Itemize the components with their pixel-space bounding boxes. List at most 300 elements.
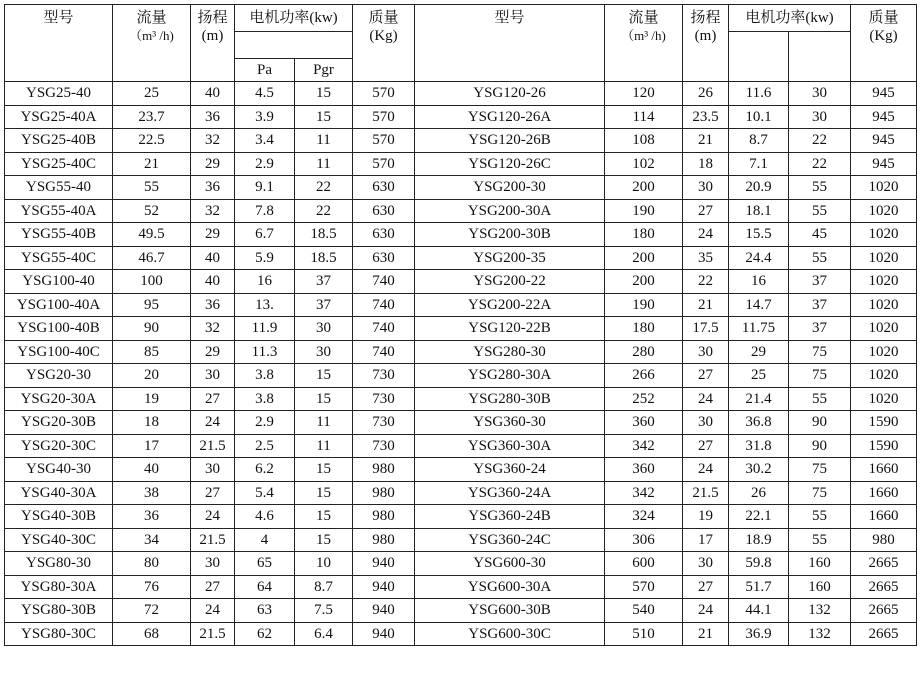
right-model-cell: YSG120-26C: [415, 152, 605, 176]
header-flow-unit: （m³ /h): [621, 28, 666, 43]
table-row: [5, 552, 917, 576]
left-pgr-cell: 15: [295, 82, 353, 106]
left-flow-cell: 20: [113, 364, 191, 388]
left-pa-cell: 2.9: [235, 152, 295, 176]
left-head-cell: 24: [191, 505, 235, 529]
left-pa-cell: 6.7: [235, 223, 295, 247]
left-mass-cell: 740: [353, 317, 415, 341]
left-flow-cell: 100: [113, 270, 191, 294]
left-model-cell: YSG25-40C: [5, 152, 113, 176]
right-head-cell: 30: [683, 340, 729, 364]
right-pa-cell: 18.9: [729, 528, 789, 552]
left-mass-cell: 630: [353, 176, 415, 200]
left-flow-cell: 90: [113, 317, 191, 341]
left-head-cell: 29: [191, 223, 235, 247]
left-pa-cell: 11.3: [235, 340, 295, 364]
right-model-cell: YSG360-30A: [415, 434, 605, 458]
right-flow-cell: 510: [605, 622, 683, 646]
right-pgr-cell: 132: [789, 599, 851, 623]
right-pgr-cell: 75: [789, 364, 851, 388]
header-flow-right: [605, 5, 683, 82]
right-flow-cell: 266: [605, 364, 683, 388]
left-pa-cell: 3.8: [235, 387, 295, 411]
table-row: [5, 505, 917, 529]
table-row: [5, 575, 917, 599]
right-head-cell: 24: [683, 387, 729, 411]
right-pa-cell: 51.7: [729, 575, 789, 599]
header-mass-unit: (Kg): [869, 28, 898, 44]
left-model-cell: YSG55-40: [5, 176, 113, 200]
right-pgr-cell: 37: [789, 317, 851, 341]
right-model-cell: YSG600-30: [415, 552, 605, 576]
right-mass-cell: 945: [851, 82, 917, 106]
left-flow-cell: 34: [113, 528, 191, 552]
right-flow-cell: 120: [605, 82, 683, 106]
right-flow-cell: 342: [605, 434, 683, 458]
left-mass-cell: 940: [353, 552, 415, 576]
left-model-cell: YSG40-30A: [5, 481, 113, 505]
header-head-unit: (m): [694, 28, 717, 44]
right-pgr-cell: 75: [789, 340, 851, 364]
header-power-left: 电机功率(kw): [235, 5, 353, 32]
right-head-cell: 21: [683, 129, 729, 153]
table-row: [5, 387, 917, 411]
left-pgr-cell: 37: [295, 293, 353, 317]
left-head-cell: 21.5: [191, 528, 235, 552]
left-mass-cell: 570: [353, 82, 415, 106]
right-pa-cell: 20.9: [729, 176, 789, 200]
left-head-cell: 24: [191, 411, 235, 435]
left-flow-cell: 38: [113, 481, 191, 505]
right-head-cell: 27: [683, 364, 729, 388]
left-pgr-cell: 18.5: [295, 223, 353, 247]
right-pa-cell: 44.1: [729, 599, 789, 623]
left-pgr-cell: 22: [295, 176, 353, 200]
left-model-cell: YSG20-30: [5, 364, 113, 388]
header-mass-label: 质量: [868, 10, 899, 26]
right-model-cell: YSG200-30A: [415, 199, 605, 223]
right-pa-cell: 11.75: [729, 317, 789, 341]
left-flow-cell: 18: [113, 411, 191, 435]
right-pgr-cell: 55: [789, 528, 851, 552]
left-flow-cell: 23.7: [113, 105, 191, 129]
table-row: [5, 105, 917, 129]
left-model-cell: YSG100-40: [5, 270, 113, 294]
left-mass-cell: 940: [353, 622, 415, 646]
table-row: [5, 246, 917, 270]
right-mass-cell: 945: [851, 152, 917, 176]
right-pa-cell: 16: [729, 270, 789, 294]
left-model-cell: YSG20-30A: [5, 387, 113, 411]
right-flow-cell: 324: [605, 505, 683, 529]
left-pa-cell: 3.8: [235, 364, 295, 388]
right-head-cell: 22: [683, 270, 729, 294]
right-pa-cell: 31.8: [729, 434, 789, 458]
right-mass-cell: 1020: [851, 317, 917, 341]
left-pgr-cell: 30: [295, 317, 353, 341]
right-pgr-cell: 160: [789, 575, 851, 599]
right-pgr-cell: 45: [789, 223, 851, 247]
left-mass-cell: 730: [353, 411, 415, 435]
right-flow-cell: 252: [605, 387, 683, 411]
left-mass-cell: 630: [353, 199, 415, 223]
header-pgr: Pgr: [295, 59, 353, 82]
left-flow-cell: 72: [113, 599, 191, 623]
right-mass-cell: 2665: [851, 599, 917, 623]
left-pgr-cell: 15: [295, 105, 353, 129]
right-mass-cell: 1590: [851, 411, 917, 435]
header-head-left: [191, 5, 235, 82]
left-model-cell: YSG80-30C: [5, 622, 113, 646]
table-row: [5, 599, 917, 623]
right-head-cell: 27: [683, 199, 729, 223]
right-pa-cell: 21.4: [729, 387, 789, 411]
left-mass-cell: 570: [353, 129, 415, 153]
right-model-cell: YSG360-24: [415, 458, 605, 482]
right-model-cell: YSG600-30A: [415, 575, 605, 599]
left-head-cell: 36: [191, 293, 235, 317]
left-pa-cell: 3.4: [235, 129, 295, 153]
left-pa-cell: 6.2: [235, 458, 295, 482]
left-mass-cell: 740: [353, 270, 415, 294]
right-mass-cell: 1590: [851, 434, 917, 458]
left-pa-cell: 13.: [235, 293, 295, 317]
right-pgr-cell: 55: [789, 505, 851, 529]
left-mass-cell: 730: [353, 364, 415, 388]
right-flow-cell: 190: [605, 199, 683, 223]
header-mass-left: [353, 5, 415, 82]
header-head-label: 扬程: [197, 10, 228, 26]
right-model-cell: YSG360-24C: [415, 528, 605, 552]
table-row: [5, 270, 917, 294]
table-row: [5, 152, 917, 176]
right-flow-cell: 280: [605, 340, 683, 364]
table-row: [5, 199, 917, 223]
left-mass-cell: 940: [353, 599, 415, 623]
right-mass-cell: 980: [851, 528, 917, 552]
right-mass-cell: 1660: [851, 458, 917, 482]
right-mass-cell: 1020: [851, 246, 917, 270]
left-head-cell: 29: [191, 152, 235, 176]
right-pgr-cell: 90: [789, 411, 851, 435]
header-flow-label: 流量: [136, 10, 167, 26]
left-head-cell: 30: [191, 552, 235, 576]
left-pa-cell: 2.5: [235, 434, 295, 458]
header-flow-left: [113, 5, 191, 82]
right-mass-cell: 1020: [851, 387, 917, 411]
right-mass-cell: 1660: [851, 505, 917, 529]
right-head-cell: 27: [683, 575, 729, 599]
right-pa-cell: 18.1: [729, 199, 789, 223]
header-flow-unit: （m³ /h): [129, 28, 174, 43]
left-model-cell: YSG25-40B: [5, 129, 113, 153]
left-model-cell: YSG40-30C: [5, 528, 113, 552]
left-model-cell: YSG100-40C: [5, 340, 113, 364]
header-model-right: 型号: [415, 5, 605, 82]
left-head-cell: 32: [191, 317, 235, 341]
left-flow-cell: 49.5: [113, 223, 191, 247]
left-model-cell: YSG40-30B: [5, 505, 113, 529]
right-flow-cell: 180: [605, 223, 683, 247]
left-flow-cell: 76: [113, 575, 191, 599]
left-head-cell: 36: [191, 105, 235, 129]
right-pgr-cell: 55: [789, 199, 851, 223]
left-model-cell: YSG25-40: [5, 82, 113, 106]
left-pgr-cell: 15: [295, 387, 353, 411]
right-head-cell: 35: [683, 246, 729, 270]
right-flow-cell: 200: [605, 176, 683, 200]
left-pgr-cell: 11: [295, 129, 353, 153]
left-head-cell: 36: [191, 176, 235, 200]
left-mass-cell: 740: [353, 340, 415, 364]
table-row: [5, 82, 917, 106]
table-row: [5, 622, 917, 646]
left-flow-cell: 95: [113, 293, 191, 317]
right-mass-cell: 945: [851, 129, 917, 153]
left-head-cell: 40: [191, 82, 235, 106]
right-flow-cell: 108: [605, 129, 683, 153]
right-flow-cell: 360: [605, 411, 683, 435]
right-mass-cell: 1020: [851, 270, 917, 294]
header-mass-label: 质量: [368, 10, 399, 26]
right-head-cell: 24: [683, 458, 729, 482]
right-model-cell: YSG360-30: [415, 411, 605, 435]
right-pgr-cell: 90: [789, 434, 851, 458]
left-pa-cell: 63: [235, 599, 295, 623]
left-flow-cell: 36: [113, 505, 191, 529]
left-flow-cell: 46.7: [113, 246, 191, 270]
right-head-cell: 30: [683, 411, 729, 435]
right-pa-cell: 24.4: [729, 246, 789, 270]
right-model-cell: YSG200-30B: [415, 223, 605, 247]
right-model-cell: YSG120-22B: [415, 317, 605, 341]
left-pa-cell: 11.9: [235, 317, 295, 341]
left-pgr-cell: 37: [295, 270, 353, 294]
right-model-cell: YSG200-22: [415, 270, 605, 294]
left-head-cell: 29: [191, 340, 235, 364]
left-head-cell: 30: [191, 364, 235, 388]
left-mass-cell: 980: [353, 505, 415, 529]
table-row: [5, 129, 917, 153]
right-flow-cell: 540: [605, 599, 683, 623]
left-head-cell: 32: [191, 199, 235, 223]
left-pa-cell: 62: [235, 622, 295, 646]
right-model-cell: YSG360-24A: [415, 481, 605, 505]
left-mass-cell: 630: [353, 223, 415, 247]
right-model-cell: YSG360-24B: [415, 505, 605, 529]
table-row: [5, 481, 917, 505]
right-model-cell: YSG120-26B: [415, 129, 605, 153]
right-pgr-cell: 55: [789, 246, 851, 270]
left-pa-cell: 2.9: [235, 411, 295, 435]
left-flow-cell: 80: [113, 552, 191, 576]
right-pgr-cell: 75: [789, 458, 851, 482]
right-pa-cell: 30.2: [729, 458, 789, 482]
right-pa-cell: 22.1: [729, 505, 789, 529]
left-pa-cell: 5.9: [235, 246, 295, 270]
right-head-cell: 26: [683, 82, 729, 106]
right-mass-cell: 1020: [851, 364, 917, 388]
table-row: [5, 411, 917, 435]
left-flow-cell: 22.5: [113, 129, 191, 153]
right-model-cell: YSG200-22A: [415, 293, 605, 317]
right-flow-cell: 306: [605, 528, 683, 552]
left-pa-cell: 64: [235, 575, 295, 599]
left-flow-cell: 19: [113, 387, 191, 411]
right-pa-cell: 8.7: [729, 129, 789, 153]
left-head-cell: 27: [191, 575, 235, 599]
left-flow-cell: 68: [113, 622, 191, 646]
left-pgr-cell: 22: [295, 199, 353, 223]
right-flow-cell: 102: [605, 152, 683, 176]
left-model-cell: YSG80-30: [5, 552, 113, 576]
right-head-cell: 19: [683, 505, 729, 529]
left-mass-cell: 730: [353, 387, 415, 411]
left-pa-cell: 5.4: [235, 481, 295, 505]
right-head-cell: 21.5: [683, 481, 729, 505]
left-pgr-cell: 15: [295, 505, 353, 529]
header-mass-unit: (Kg): [369, 28, 398, 44]
right-pgr-cell: 55: [789, 387, 851, 411]
right-pgr-cell: 30: [789, 105, 851, 129]
right-head-cell: 30: [683, 552, 729, 576]
right-pgr-cell: 132: [789, 622, 851, 646]
left-head-cell: 27: [191, 481, 235, 505]
left-mass-cell: 980: [353, 481, 415, 505]
table-row: [5, 364, 917, 388]
right-pgr-cell: 22: [789, 152, 851, 176]
right-flow-cell: 360: [605, 458, 683, 482]
right-mass-cell: 1020: [851, 176, 917, 200]
left-pgr-cell: 8.7: [295, 575, 353, 599]
left-model-cell: YSG20-30C: [5, 434, 113, 458]
right-pa-cell: 29: [729, 340, 789, 364]
right-pgr-cell: 55: [789, 176, 851, 200]
left-mass-cell: 980: [353, 458, 415, 482]
right-model-cell: YSG280-30B: [415, 387, 605, 411]
left-head-cell: 40: [191, 270, 235, 294]
right-pgr-cell: 75: [789, 481, 851, 505]
right-mass-cell: 945: [851, 105, 917, 129]
left-flow-cell: 40: [113, 458, 191, 482]
left-flow-cell: 25: [113, 82, 191, 106]
left-pa-cell: 7.8: [235, 199, 295, 223]
table-row: [5, 176, 917, 200]
header-power-spacer-right-b: [789, 32, 851, 82]
left-mass-cell: 940: [353, 575, 415, 599]
right-model-cell: YSG200-30: [415, 176, 605, 200]
right-mass-cell: 1020: [851, 223, 917, 247]
table-body: [5, 82, 917, 646]
left-pgr-cell: 11: [295, 411, 353, 435]
left-pgr-cell: 15: [295, 458, 353, 482]
header-power-spacer-left: [235, 32, 353, 59]
right-pa-cell: 11.6: [729, 82, 789, 106]
left-model-cell: YSG100-40B: [5, 317, 113, 341]
left-flow-cell: 21: [113, 152, 191, 176]
right-head-cell: 17: [683, 528, 729, 552]
left-pgr-cell: 11: [295, 434, 353, 458]
left-mass-cell: 740: [353, 293, 415, 317]
right-pgr-cell: 37: [789, 270, 851, 294]
right-head-cell: 24: [683, 223, 729, 247]
left-pgr-cell: 6.4: [295, 622, 353, 646]
right-pa-cell: 26: [729, 481, 789, 505]
left-model-cell: YSG80-30B: [5, 599, 113, 623]
left-head-cell: 21.5: [191, 622, 235, 646]
right-mass-cell: 2665: [851, 552, 917, 576]
right-mass-cell: 2665: [851, 575, 917, 599]
header-head-right: [683, 5, 729, 82]
right-pgr-cell: 160: [789, 552, 851, 576]
left-flow-cell: 17: [113, 434, 191, 458]
left-head-cell: 30: [191, 458, 235, 482]
left-flow-cell: 85: [113, 340, 191, 364]
left-pgr-cell: 15: [295, 528, 353, 552]
right-pa-cell: 14.7: [729, 293, 789, 317]
left-pgr-cell: 30: [295, 340, 353, 364]
right-pa-cell: 36.8: [729, 411, 789, 435]
table-row: [5, 434, 917, 458]
right-head-cell: 23.5: [683, 105, 729, 129]
left-pa-cell: 9.1: [235, 176, 295, 200]
right-model-cell: YSG600-30B: [415, 599, 605, 623]
header-model-left: 型号: [5, 5, 113, 82]
table-row: [5, 528, 917, 552]
left-mass-cell: 980: [353, 528, 415, 552]
right-flow-cell: 190: [605, 293, 683, 317]
left-head-cell: 24: [191, 599, 235, 623]
left-pgr-cell: 7.5: [295, 599, 353, 623]
right-head-cell: 27: [683, 434, 729, 458]
right-flow-cell: 200: [605, 246, 683, 270]
right-flow-cell: 342: [605, 481, 683, 505]
table-row: [5, 293, 917, 317]
right-head-cell: 17.5: [683, 317, 729, 341]
left-flow-cell: 55: [113, 176, 191, 200]
table-row: [5, 317, 917, 341]
right-head-cell: 24: [683, 599, 729, 623]
left-pa-cell: 4.5: [235, 82, 295, 106]
right-pgr-cell: 37: [789, 293, 851, 317]
right-model-cell: YSG120-26: [415, 82, 605, 106]
left-pgr-cell: 18.5: [295, 246, 353, 270]
right-pa-cell: 15.5: [729, 223, 789, 247]
left-model-cell: YSG40-30: [5, 458, 113, 482]
table-row: [5, 458, 917, 482]
left-pgr-cell: 11: [295, 152, 353, 176]
right-pa-cell: 10.1: [729, 105, 789, 129]
left-model-cell: YSG55-40B: [5, 223, 113, 247]
right-pa-cell: 36.9: [729, 622, 789, 646]
table-row: [5, 223, 917, 247]
header-power-spacer-right-a: [729, 32, 789, 82]
right-pa-cell: 7.1: [729, 152, 789, 176]
right-mass-cell: 2665: [851, 622, 917, 646]
right-flow-cell: 200: [605, 270, 683, 294]
right-head-cell: 21: [683, 293, 729, 317]
right-mass-cell: 1020: [851, 199, 917, 223]
left-model-cell: YSG55-40C: [5, 246, 113, 270]
left-pgr-cell: 10: [295, 552, 353, 576]
left-pa-cell: 65: [235, 552, 295, 576]
right-pa-cell: 25: [729, 364, 789, 388]
left-mass-cell: 570: [353, 105, 415, 129]
left-pa-cell: 4.6: [235, 505, 295, 529]
header-flow-label: 流量: [628, 10, 659, 26]
right-model-cell: YSG280-30: [415, 340, 605, 364]
right-flow-cell: 600: [605, 552, 683, 576]
